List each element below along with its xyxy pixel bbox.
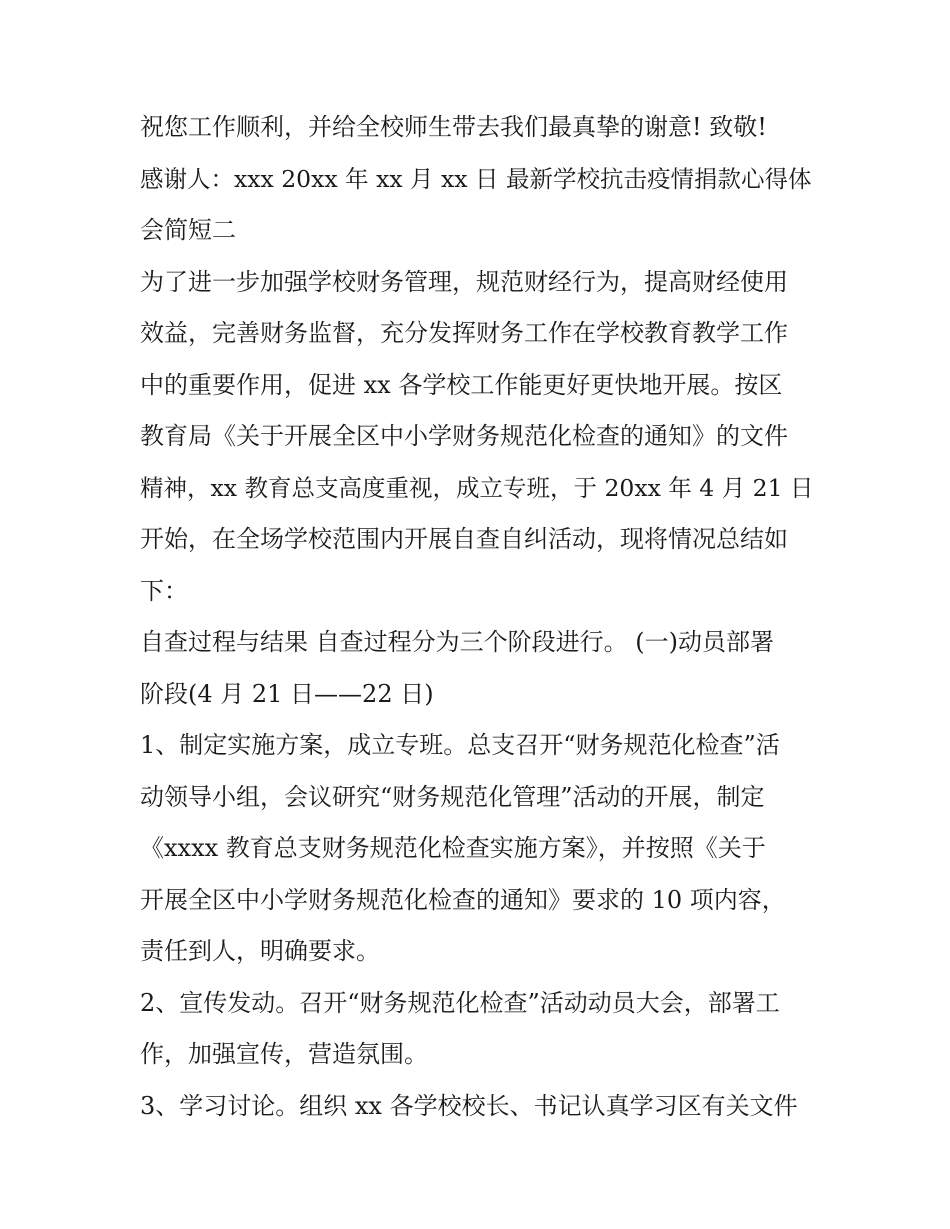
document-body bbox=[140, 102, 820, 1132]
text-line-6: 中的重要作用，促进 xx 各学校工作能更好更快地开展。按区 bbox=[140, 370, 783, 399]
text-line-20: 3、学习讨论。组织 xx 各学校校长、书记认真学习区有关文件 bbox=[140, 1091, 798, 1120]
text-line-14: 动领导小组，会议研究“财务规范化管理”活动的开展，制定 bbox=[140, 782, 765, 811]
text-line-12: 阶段(4 月 21 日——22 日) bbox=[140, 679, 434, 708]
text-line-8: 精神，xx 教育总支高度重视，成立专班，于 20xx 年 4 月 21 日 bbox=[140, 473, 814, 502]
text-line-7: 教育局《关于开展全区中小学财务规范化检查的通知》的文件 bbox=[140, 422, 788, 450]
text-line-13: 1、制定实施方案，成立专班。总支召开“财务规范化检查”活 bbox=[140, 731, 780, 759]
text-line-15: 《xxxx 教育总支财务规范化检查实施方案》，并按照《关于 bbox=[140, 834, 766, 862]
text-line-19: 作，加强宣传，营造氛围。 bbox=[140, 1040, 428, 1068]
text-line-16: 开展全区中小学财务规范化检查的通知》要求的 10 项内容， bbox=[140, 885, 786, 914]
text-line-2: 感谢人：xxx 20xx 年 xx 月 xx 日 最新学校抗击疫情捐款心得体 bbox=[140, 164, 812, 193]
text-line-9: 开始，在全场学校范围内开展自查自纠活动，现将情况总结如 bbox=[140, 525, 788, 553]
text-line-17: 责任到人，明确要求。 bbox=[140, 937, 380, 965]
text-line-11: 自查过程与结果 自查过程分为三个阶段进行。 (一)动员部署 bbox=[140, 628, 774, 656]
text-line-5: 效益，完善财务监督，充分发挥财务工作在学校教育教学工作 bbox=[140, 319, 788, 347]
text-line-18: 2、宣传发动。召开“财务规范化检查”活动动员大会，部署工 bbox=[140, 988, 780, 1017]
text-line-3: 会简短二 bbox=[140, 216, 236, 244]
text-line-4: 为了进一步加强学校财务管理，规范财经行为，提高财经使用 bbox=[140, 267, 788, 296]
text-line-1: 祝您工作顺利，并给全校师生带去我们最真挚的谢意! 致敬! bbox=[140, 113, 767, 141]
text-line-10: 下： bbox=[140, 576, 188, 605]
